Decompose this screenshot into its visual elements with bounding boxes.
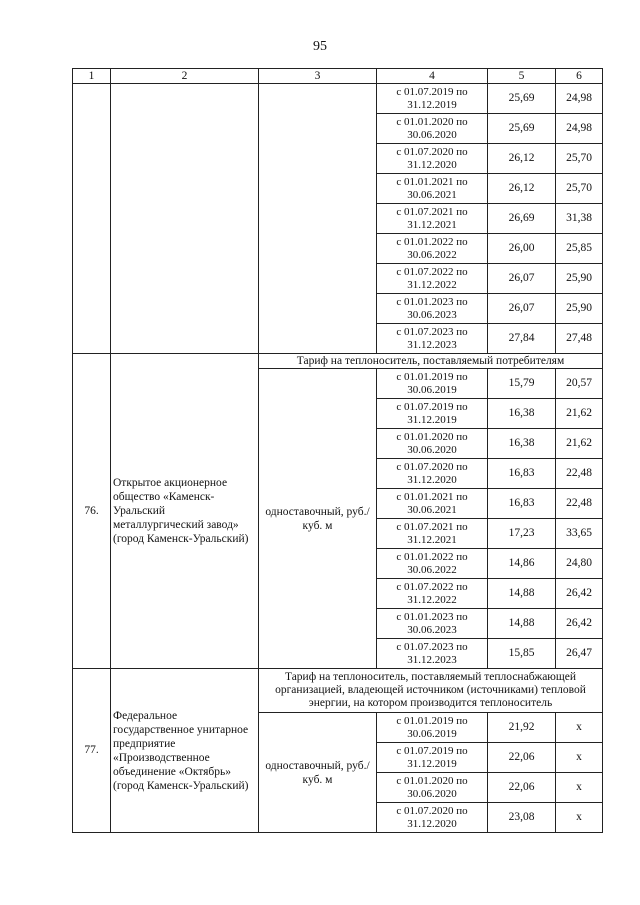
period-cell (377, 459, 488, 489)
period-to: 30.06.2021 (407, 503, 457, 516)
period-to: 30.06.2023 (407, 308, 457, 321)
column-number: 2 (111, 69, 259, 84)
value-col6: 21,62 (556, 429, 603, 459)
period-from: с 01.07.2023 по (396, 325, 468, 338)
value-col5: 26,00 (488, 234, 556, 264)
value-col5: 26,69 (488, 204, 556, 234)
value-col5: 14,88 (488, 579, 556, 609)
column-number: 5 (488, 69, 556, 84)
value-col6: 27,48 (556, 324, 603, 354)
organization-name: Федеральное государственное унитарное предприятие «Производственное объединение «Октябрь» (город Каменск-Уральский) (111, 669, 259, 833)
period-from: с 01.07.2022 по (396, 265, 468, 278)
period-cell (377, 369, 488, 399)
tariff-unit: одноставочный, руб./куб. м (259, 713, 377, 833)
period-to: 30.06.2020 (407, 443, 457, 456)
value-col6: 31,38 (556, 204, 603, 234)
period-cell (377, 204, 488, 234)
value-col5: 26,07 (488, 294, 556, 324)
period-from: с 01.01.2021 по (396, 175, 468, 188)
value-col5: 15,79 (488, 369, 556, 399)
period-cell (377, 429, 488, 459)
period-from: с 01.07.2019 по (396, 400, 468, 413)
period-to: 31.12.2023 (407, 338, 457, 351)
period-from: с 01.07.2021 по (396, 520, 468, 533)
period-from: с 01.07.2020 по (396, 145, 468, 158)
period-to: 31.12.2019 (407, 413, 457, 426)
value-col6: x (556, 713, 603, 743)
value-col5: 17,23 (488, 519, 556, 549)
column-number: 6 (556, 69, 603, 84)
period-to: 31.12.2019 (407, 757, 457, 770)
value-col5: 21,92 (488, 713, 556, 743)
value-col6: 25,85 (556, 234, 603, 264)
value-col6: 25,70 (556, 144, 603, 174)
value-col6: 22,48 (556, 489, 603, 519)
period-to: 31.12.2021 (407, 533, 457, 546)
period-from: с 01.01.2022 по (396, 550, 468, 563)
period-from: с 01.07.2022 по (396, 580, 468, 593)
value-col5: 27,84 (488, 324, 556, 354)
period-from: с 01.07.2020 по (396, 804, 468, 817)
period-to: 30.06.2019 (407, 727, 457, 740)
period-from: с 01.07.2019 по (396, 744, 468, 757)
period-from: с 01.01.2020 по (396, 115, 468, 128)
column-number: 1 (73, 69, 111, 84)
value-col5: 25,69 (488, 84, 556, 114)
period-from: с 01.01.2021 по (396, 490, 468, 503)
period-to: 31.12.2019 (407, 98, 457, 111)
value-col5: 26,07 (488, 264, 556, 294)
period-cell (377, 743, 488, 773)
entry-number: 76. (73, 354, 111, 669)
value-col5: 26,12 (488, 174, 556, 204)
period-cell (377, 519, 488, 549)
period-cell (377, 773, 488, 803)
value-col5: 23,08 (488, 803, 556, 833)
value-col5: 14,88 (488, 609, 556, 639)
value-col6: 25,90 (556, 264, 603, 294)
value-col5: 16,83 (488, 459, 556, 489)
value-col6: 26,42 (556, 579, 603, 609)
organization-cell (111, 84, 259, 354)
tariff-unit: одноставочный, руб./куб. м (259, 369, 377, 669)
value-col6: 24,98 (556, 84, 603, 114)
organization-name: Открытое акционерное общество «Каменск-Уральский металлургический завод» (город Каменск-Уральский) (111, 354, 259, 669)
value-col5: 22,06 (488, 743, 556, 773)
value-col5: 16,83 (488, 489, 556, 519)
period-cell (377, 174, 488, 204)
value-col5: 15,85 (488, 639, 556, 669)
table-row (73, 84, 603, 114)
value-col5: 22,06 (488, 773, 556, 803)
period-to: 31.12.2023 (407, 653, 457, 666)
column-numbers-row (73, 69, 603, 84)
period-cell (377, 264, 488, 294)
period-cell (377, 579, 488, 609)
period-from: с 01.01.2019 по (396, 370, 468, 383)
period-from: с 01.01.2023 по (396, 610, 468, 623)
value-col5: 25,69 (488, 114, 556, 144)
value-col6: 20,57 (556, 369, 603, 399)
value-col6: 26,47 (556, 639, 603, 669)
section-row (73, 669, 603, 713)
value-col6: 24,98 (556, 114, 603, 144)
value-col6: 25,70 (556, 174, 603, 204)
period-cell (377, 234, 488, 264)
period-cell (377, 399, 488, 429)
period-to: 30.06.2021 (407, 188, 457, 201)
period-to: 30.06.2023 (407, 623, 457, 636)
period-from: с 01.07.2019 по (396, 85, 468, 98)
period-cell (377, 324, 488, 354)
value-col6: 26,42 (556, 609, 603, 639)
period-to: 30.06.2019 (407, 383, 457, 396)
period-to: 30.06.2020 (407, 787, 457, 800)
period-to: 31.12.2020 (407, 158, 457, 171)
period-cell (377, 294, 488, 324)
entry-number: 77. (73, 669, 111, 833)
period-from: с 01.01.2023 по (396, 295, 468, 308)
value-col6: x (556, 773, 603, 803)
period-cell (377, 803, 488, 833)
period-from: с 01.01.2020 по (396, 774, 468, 787)
period-cell (377, 144, 488, 174)
period-from: с 01.01.2020 по (396, 430, 468, 443)
value-col5: 14,86 (488, 549, 556, 579)
tariff-section-title: Тариф на теплоноситель, поставляемый потребителям (259, 354, 603, 369)
period-to: 31.12.2022 (407, 278, 457, 291)
period-cell (377, 549, 488, 579)
value-col6: x (556, 743, 603, 773)
value-col6: 24,80 (556, 549, 603, 579)
period-to: 31.12.2020 (407, 817, 457, 830)
period-from: с 01.07.2023 по (396, 640, 468, 653)
period-to: 30.06.2022 (407, 248, 457, 261)
value-col6: 22,48 (556, 459, 603, 489)
tariff-section-title: Тариф на теплоноситель, поставляемый теплоснабжающей организацией, владеющей источником (источниками) тепловой энергии, на котором производится теплоноситель (259, 669, 603, 713)
period-cell (377, 84, 488, 114)
period-from: с 01.01.2022 по (396, 235, 468, 248)
column-number: 3 (259, 69, 377, 84)
number-cell (73, 84, 111, 354)
period-cell (377, 713, 488, 743)
value-col6: x (556, 803, 603, 833)
value-col5: 16,38 (488, 399, 556, 429)
period-to: 30.06.2022 (407, 563, 457, 576)
value-col5: 26,12 (488, 144, 556, 174)
value-col6: 33,65 (556, 519, 603, 549)
period-to: 31.12.2020 (407, 473, 457, 486)
period-cell (377, 489, 488, 519)
period-from: с 01.07.2021 по (396, 205, 468, 218)
value-col5: 16,38 (488, 429, 556, 459)
page-number: 95 (313, 39, 327, 54)
column-number: 4 (377, 69, 488, 84)
period-from: с 01.01.2019 по (396, 714, 468, 727)
period-cell (377, 114, 488, 144)
value-col6: 21,62 (556, 399, 603, 429)
period-to: 31.12.2022 (407, 593, 457, 606)
section-row (73, 354, 603, 369)
period-to: 31.12.2021 (407, 218, 457, 231)
period-cell (377, 639, 488, 669)
period-from: с 01.07.2020 по (396, 460, 468, 473)
value-col6: 25,90 (556, 294, 603, 324)
unit-cell (259, 84, 377, 354)
tariff-table (72, 68, 603, 833)
period-to: 30.06.2020 (407, 128, 457, 141)
period-cell (377, 609, 488, 639)
